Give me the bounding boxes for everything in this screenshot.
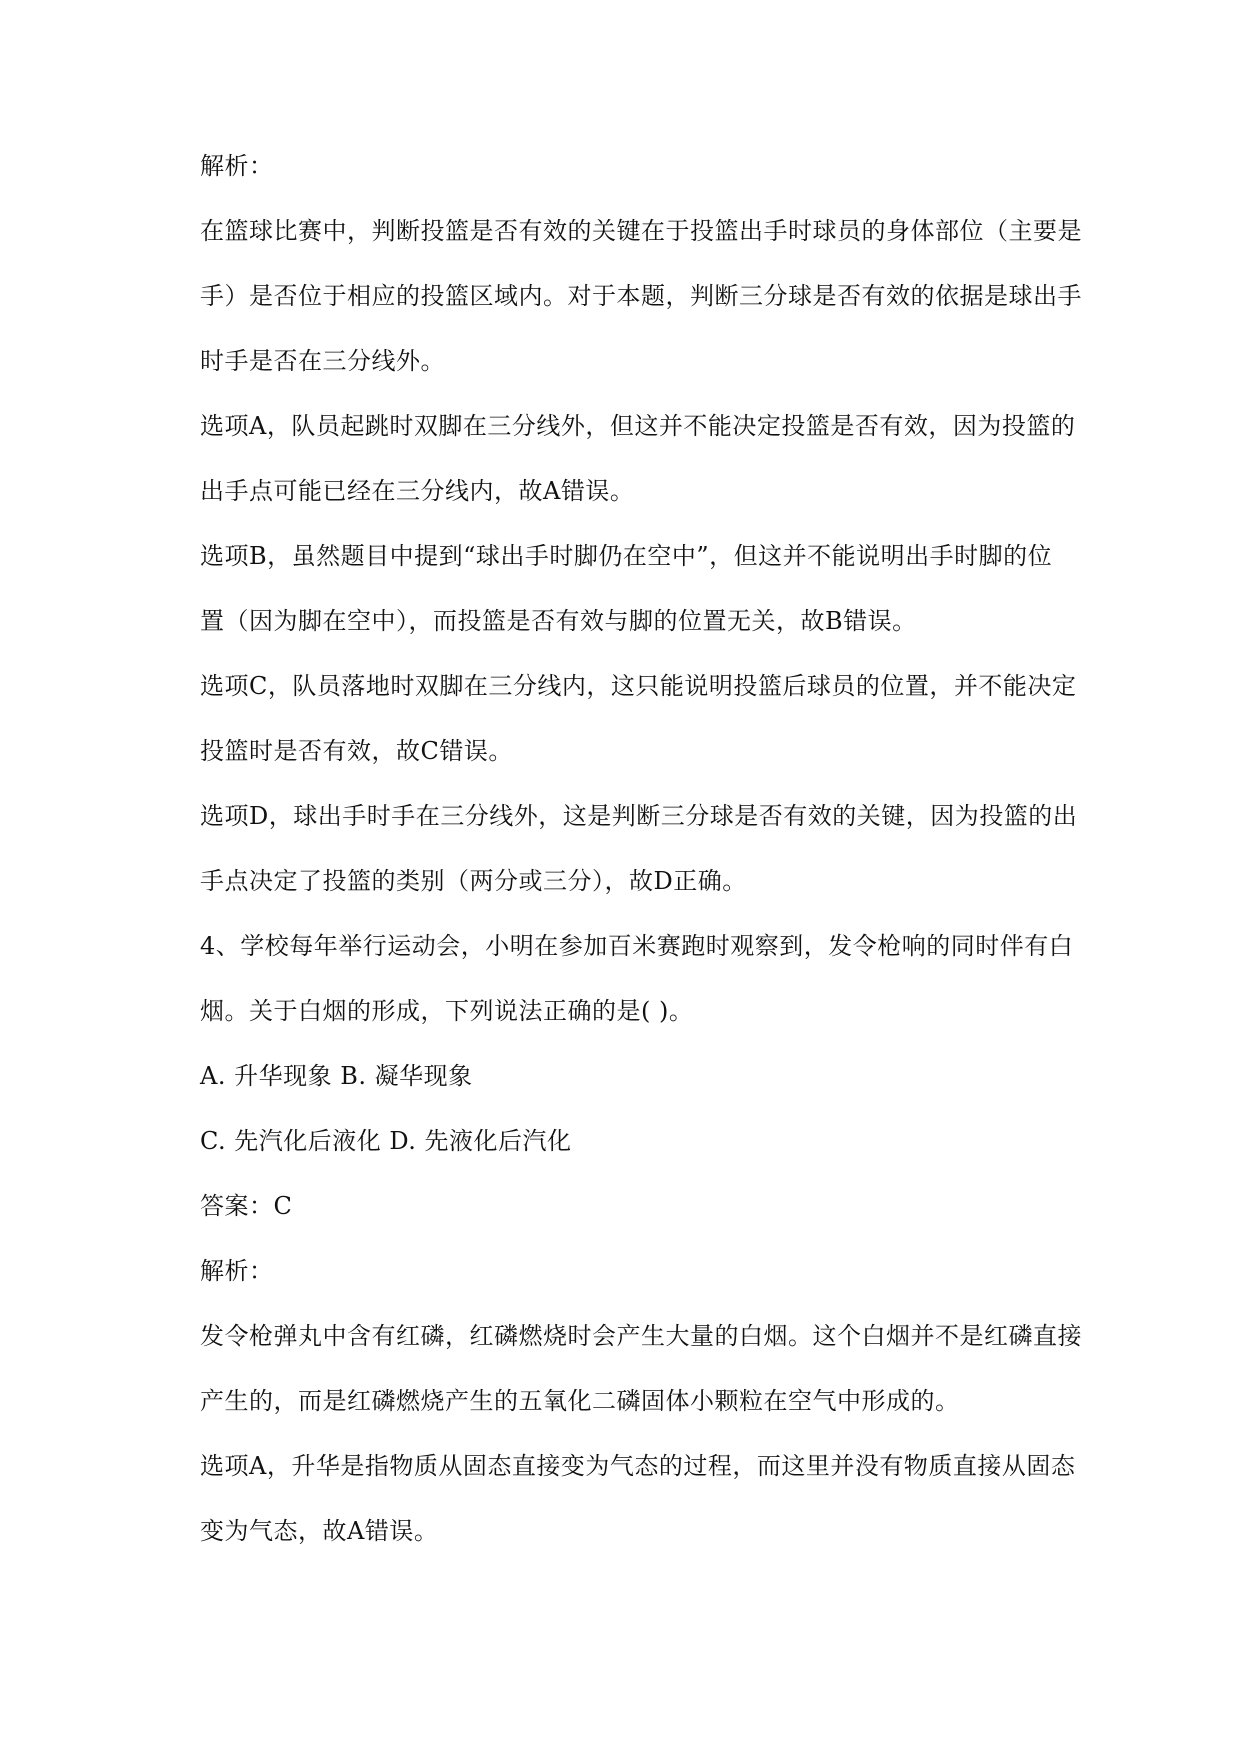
answer-line: 答案：C [200,1192,293,1220]
text-line: 发令枪弹丸中含有红磷，红磷燃烧时会产生大量的白烟。这个白烟并不是红磷直接 [200,1322,1082,1350]
text-line: 手点决定了投篮的类别（两分或三分），故D正确。 [200,867,747,895]
text-line: 手）是否位于相应的投篮区域内。对于本题，判断三分球是否有效的依据是球出手 [200,282,1082,310]
text-line: 产生的，而是红磷燃烧产生的五氧化二磷固体小颗粒在空气中形成的。 [200,1387,960,1415]
analysis-heading: 解析： [200,152,274,180]
text-line: 置（因为脚在空中），而投篮是否有效与脚的位置无关，故B错误。 [200,607,917,635]
question-4-options-ab: A. 升华现象 B. 凝华现象 [200,1062,473,1090]
text-line: 出手点可能已经在三分线内，故A错误。 [200,477,635,505]
text-line: 在篮球比赛中，判断投篮是否有效的关键在于投篮出手时球员的身体部位（主要是 [200,217,1082,245]
question-4-text: 4、学校每年举行运动会，小明在参加百米赛跑时观察到，发令枪响的同时伴有白 [200,932,1074,960]
text-line: 选项A，升华是指物质从固态直接变为气态的过程，而这里并没有物质直接从固态 [200,1452,1076,1480]
text-line: 投篮时是否有效，故C错误。 [200,737,513,765]
document-body [200,144,1080,1574]
question-4-text: 烟。关于白烟的形成，下列说法正确的是( )。 [200,997,694,1025]
question-4-options-cd: C. 先汽化后液化 D. 先液化后汽化 [200,1127,572,1155]
text-line: 选项A，队员起跳时双脚在三分线外，但这并不能决定投篮是否有效，因为投篮的 [200,412,1076,440]
text-line: 选项C，队员落地时双脚在三分线内，这只能说明投篮后球员的位置，并不能决定 [200,672,1077,700]
text-line: 时手是否在三分线外。 [200,347,445,375]
text-line: 变为气态，故A错误。 [200,1517,439,1545]
analysis-heading: 解析： [200,1257,274,1285]
text-line: 选项D，球出手时手在三分线外，这是判断三分球是否有效的关键，因为投篮的出 [200,802,1078,830]
text-line: 选项B，虽然题目中提到“球出手时脚仍在空中”，但这并不能说明出手时脚的位 [200,542,1053,570]
